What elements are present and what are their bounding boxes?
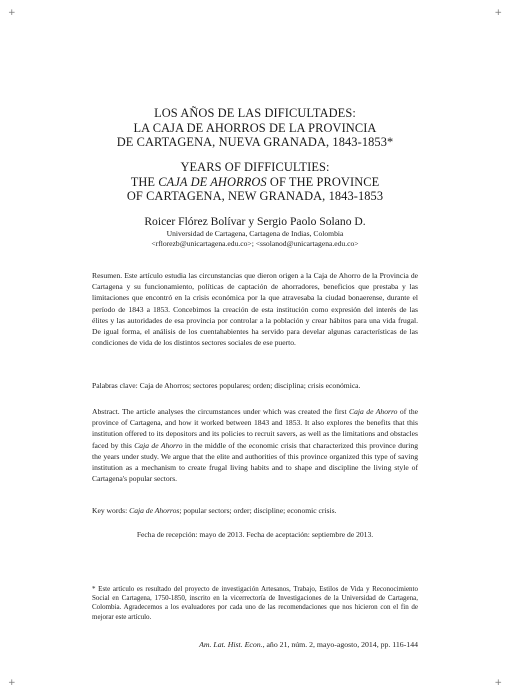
- title-en-line-2: [92, 175, 418, 190]
- title-es-line-1: LOS AÑOS DE LAS DIFICULTADES:: [154, 106, 356, 120]
- abstract-label: Abstract.: [92, 407, 120, 416]
- resumen-text: Este artículo estudia las circunstancias que dieron origen a la Caja de Ahorro de la Provincia de Cartagena y su funcionamiento, políticas de captación de ahorradores, beneficios que prestaba y las limitaciones que encontró en la crisis económica por la que atravesaba la ciudad bonaerense, durante el período de 1843 a 1853. Concebimos la creación de esta institución como expresión del interés de las élites y las autoridades de esa provincia por controlar a la población y crear hábitos para una vida frugal. De igual forma, el análisis de los cuentahabientes ha servido para develar algunas características de las condiciones de vida de los distintos sectores sociales de ese puerto.: [92, 271, 418, 348]
- palabras-clave-label: Palabras clave:: [92, 381, 138, 390]
- issue-info: , año 21, núm. 2, mayo-agosto, 2014, pp. 116-144: [262, 640, 418, 649]
- author-emails: <rflorezb@unicartagena.edu.co>; <ssolanod@unicartagena.edu.co>: [151, 239, 359, 248]
- title-en-line-1: YEARS OF DIFFICULTIES:: [180, 160, 330, 174]
- reception-dates: Fecha de recepción: mayo de 2013. Fecha de aceptación: septiembre de 2013.: [136, 530, 374, 539]
- resumen-label: Resumen.: [92, 271, 123, 280]
- journal-abbrev: Am. Lat. Hist. Econ.: [199, 640, 263, 649]
- running-footer: [92, 640, 418, 650]
- affiliation: Universidad de Cartagena, Cartagena de Indias, Colombia: [166, 229, 344, 238]
- abstract-text-3: in the middle of the economic crisis that characterized this province during the years under study. We argue that the elite and authorities of this province organized this type of saving institution as a mechanism to create frugal living habits and to shape and discipline the living style of Cartagena's popular sectors.: [92, 440, 418, 484]
- keywords-label: Key words:: [92, 506, 128, 515]
- footnote: [92, 585, 418, 622]
- crop-mark-bottom-left: +: [8, 678, 16, 688]
- crop-mark-top-right: +: [494, 8, 502, 18]
- footnote-text: Este artículo es resultado del proyecto de investigación Artesanos, Trabajo, Estilos de Vida y Reconocimiento Social en Cartagena, 1750-1850, inscrito en la vicerrectoría de Investigaciones de la Universidad de Cartagena, Colombia. Agradecemos a los evaluadores por cada uno de las recomendaciones que nos hicieron con el fin de mejorar este artículo.: [92, 585, 419, 621]
- palabras-clave-text: Caja de Ahorros; sectores populares; orden; disciplina; crisis económica.: [137, 381, 361, 390]
- keywords-italic: Caja de Ahorros: [127, 506, 180, 515]
- abstract-paragraph: [92, 406, 418, 484]
- title-es-line-3: DE CARTAGENA, NUEVA GRANADA, 1843-1853*: [116, 135, 394, 150]
- title-english: [92, 160, 418, 204]
- footnote-mark: *: [92, 585, 99, 593]
- abstract-italic-2: Caja de Ahorro: [134, 440, 183, 450]
- authors: Roicer Flórez Bolívar y Sergio Paolo Solano D.: [144, 215, 366, 228]
- resumen-paragraph: [92, 270, 418, 348]
- keywords-paragraph: [92, 505, 418, 516]
- crop-mark-top-left: +: [8, 8, 16, 18]
- abstract-italic-1: Caja de Ahorro: [349, 407, 398, 416]
- title-en-line-2-pre: THE: [130, 174, 159, 189]
- abstract-text-1: The article analyses the circumstances under which was created the first: [119, 407, 350, 416]
- abstract-text-2: of the province of Cartagena, and how it worked between 1843 and 1853. It also explores the benefits that this institution offered to its depositors and its policies to recruit savers, as well as the limitations and obstacles faced by this: [92, 407, 418, 450]
- title-spanish: [92, 106, 418, 150]
- palabras-clave-paragraph: [92, 380, 418, 391]
- keywords-text: ; popular sectors; order; discipline; economic crisis.: [179, 506, 337, 515]
- title-en-line-3: OF CARTAGENA, NEW GRANADA, 1843-1853: [126, 189, 384, 204]
- title-en-line-2-post: OF THE PROVINCE: [266, 174, 380, 189]
- crop-mark-bottom-right: +: [494, 678, 502, 688]
- title-es-line-2: LA CAJA DE AHORROS DE LA PROVINCIA: [133, 120, 377, 135]
- title-en-line-2-italic: CAJA DE AHORROS: [158, 174, 267, 189]
